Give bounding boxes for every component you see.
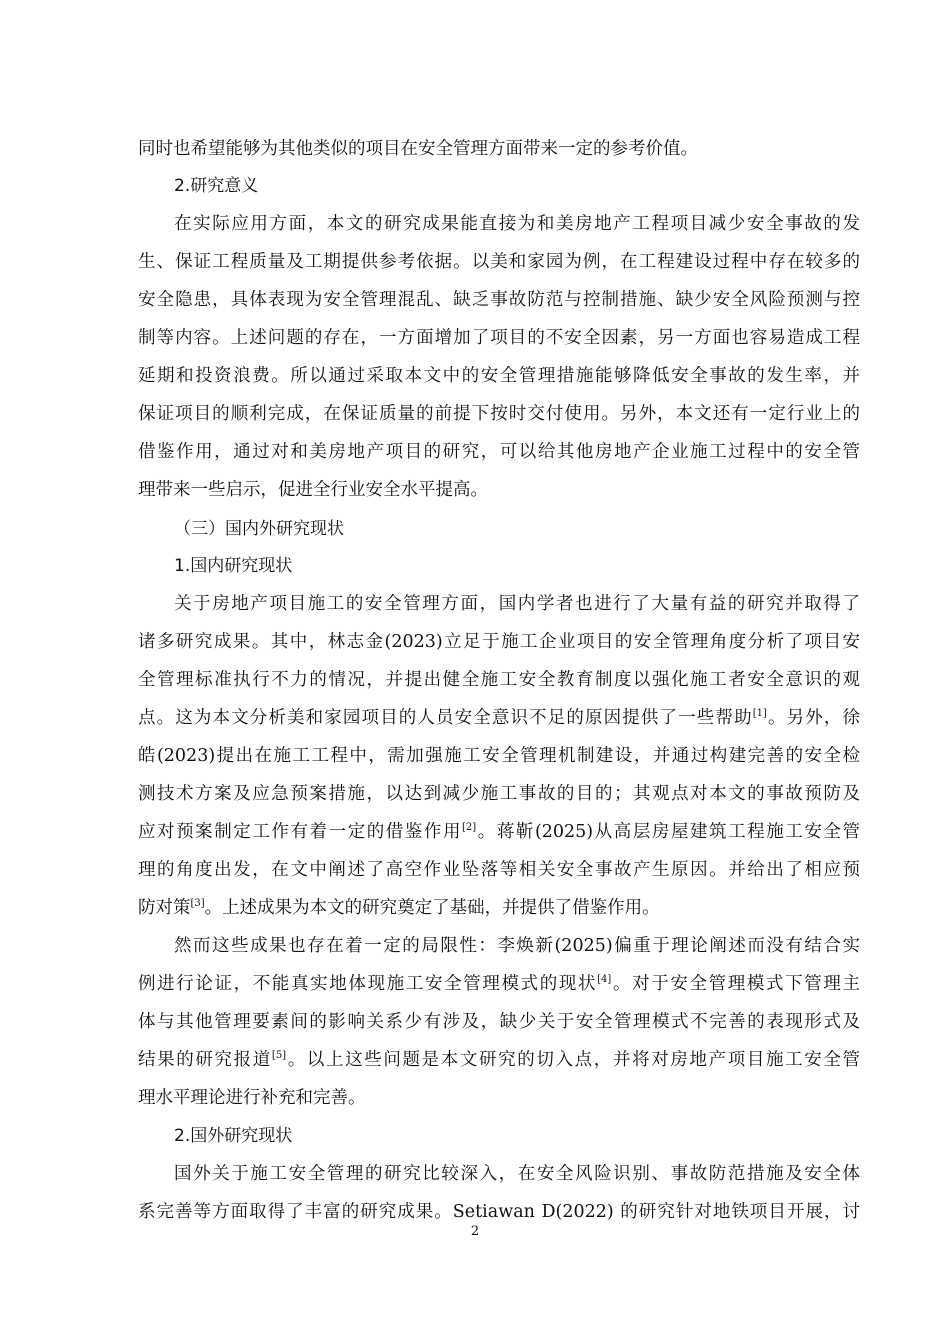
citation-ref: [3] bbox=[190, 898, 205, 909]
paragraph-line bbox=[138, 1086, 860, 1110]
paragraph-line bbox=[138, 782, 860, 806]
line-text: 体与其他管理要素间的影响关系少有涉及，缺少关于安全管理模式不完善的表现形式及 bbox=[138, 1012, 860, 1032]
line-text: 借鉴作用，通过对和美房地产项目的研究，可以给其他房地产企业施工过程中的安全管 bbox=[138, 442, 860, 462]
line-text: 2.研究意义 bbox=[174, 176, 259, 196]
page-number: 2 bbox=[470, 1224, 480, 1239]
paragraph-line bbox=[138, 250, 860, 274]
paragraph-line bbox=[138, 820, 860, 844]
line-text: 。对于安全管理模式下管理主 bbox=[611, 974, 861, 994]
paragraph-line bbox=[138, 1048, 860, 1072]
line-text: 关于房地产项目施工的安全管理方面，国内学者也进行了大量有益的研究并取得了 bbox=[174, 594, 860, 614]
line-text: 2.国外研究现状 bbox=[174, 1126, 293, 1146]
paragraph-line bbox=[138, 364, 860, 388]
paragraph-line bbox=[138, 896, 860, 920]
paragraph-line bbox=[138, 212, 860, 236]
line-text: 防对策 bbox=[138, 898, 191, 918]
line-text: 。蒋靳(2025)从高层房屋建筑工程施工安全管 bbox=[476, 822, 860, 842]
paragraph-line bbox=[138, 1010, 860, 1034]
paragraph-line bbox=[138, 972, 860, 996]
section-heading bbox=[138, 174, 860, 198]
paragraph-line bbox=[138, 326, 860, 350]
line-text: 全管理标准执行不力的情况，并提出健全施工安全教育制度以强化施工者安全意识的观 bbox=[138, 670, 860, 690]
line-text: 理水平理论进行补充和完善。 bbox=[138, 1088, 366, 1108]
paragraph-line bbox=[138, 1200, 860, 1224]
line-text: （三）国内外研究现状 bbox=[174, 519, 344, 539]
paragraph-line bbox=[138, 478, 860, 502]
line-text: 诸多研究成果。其中，林志金(2023)立足于施工企业项目的安全管理角度分析了项目安 bbox=[138, 632, 860, 652]
line-text: 。上述成果为本文的研究奠定了基础，并提供了借鉴作用。 bbox=[204, 898, 660, 918]
line-text: 国外关于施工安全管理的研究比较深入，在安全风险识别、事故防范措施及安全体 bbox=[174, 1164, 860, 1184]
citation-ref: [4] bbox=[597, 974, 612, 985]
line-text: 在实际应用方面，本文的研究成果能直接为和美房地产工程项目减少安全事故的发 bbox=[174, 214, 860, 234]
paragraph-line bbox=[138, 402, 860, 426]
paragraph-line bbox=[138, 630, 860, 654]
paragraph-line bbox=[138, 706, 860, 730]
paragraph-line bbox=[138, 440, 860, 464]
line-text: 皓(2023)提出在施工工程中，需加强施工安全管理机制建设，并通过构建完善的安全检 bbox=[138, 746, 860, 766]
line-text: 。另外，徐 bbox=[766, 708, 861, 728]
paragraph-line bbox=[138, 668, 860, 692]
paragraph-line bbox=[138, 592, 860, 616]
line-text: 制等内容。上述问题的存在，一方面增加了项目的不安全因素，另一方面也容易造成工程 bbox=[138, 328, 860, 348]
citation-ref: [1] bbox=[752, 708, 767, 719]
section-heading bbox=[138, 1124, 860, 1148]
chapter-heading bbox=[138, 517, 860, 541]
citation-ref: [2] bbox=[462, 822, 477, 833]
paragraph-line bbox=[138, 934, 860, 958]
line-text: 生、保证工程质量及工期提供参考依据。以美和家园为例，在工程建设过程中存在较多的 bbox=[138, 252, 860, 272]
line-text: 点。这为本文分析美和家园项目的人员安全意识不足的原因提供了一些帮助 bbox=[138, 708, 753, 728]
paragraph-line bbox=[138, 1162, 860, 1186]
line-text: 例进行论证，不能真实地体现施工安全管理模式的现状 bbox=[138, 974, 598, 994]
line-text: 同时也希望能够为其他类似的项目在安全管理方面带来一定的参考价值。 bbox=[138, 139, 698, 159]
line-text: 理带来一些启示，促进全行业安全水平提高。 bbox=[138, 480, 488, 500]
paragraph-line bbox=[138, 858, 860, 882]
line-text: 测技术方案及应急预案措施，以达到减少施工事故的目的；其观点对本文的事故预防及 bbox=[138, 784, 860, 804]
paragraph-line bbox=[138, 744, 860, 768]
section-heading bbox=[138, 554, 860, 578]
line-text: 保证项目的顺利完成，在保证质量的前提下按时交付使用。另外，本文还有一定行业上的 bbox=[138, 404, 860, 424]
line-text: 应对预案制定工作有着一定的借鉴作用 bbox=[138, 822, 463, 842]
line-text: 理的角度出发，在文中阐述了高空作业坠落等相关安全事故产生原因。并给出了相应预 bbox=[138, 860, 860, 880]
line-text: 结果的研究报道 bbox=[138, 1050, 272, 1070]
line-text: 1.国内研究现状 bbox=[174, 556, 293, 576]
line-text: 。以上这些问题是本文研究的切入点，并将对房地产项目施工安全管 bbox=[286, 1050, 861, 1070]
citation-ref: [5] bbox=[271, 1050, 287, 1061]
line-text: 安全隐患，具体表现为安全管理混乱、缺乏事故防范与控制措施、缺少安全风险预测与控 bbox=[138, 290, 860, 310]
paragraph-line bbox=[138, 288, 860, 312]
line-text: 然而这些成果也存在着一定的局限性：李焕新(2025)偏重于理论阐述而没有结合实 bbox=[174, 936, 860, 956]
line-text: 延期和投资浪费。所以通过采取本文中的安全管理措施能够降低安全事故的发生率，并 bbox=[138, 366, 860, 386]
line-text: 系完善等方面取得了丰富的研究成果。Setiawan D(2022) 的研究针对地铁项目开展，讨 bbox=[138, 1202, 860, 1222]
paragraph-line bbox=[138, 137, 860, 161]
